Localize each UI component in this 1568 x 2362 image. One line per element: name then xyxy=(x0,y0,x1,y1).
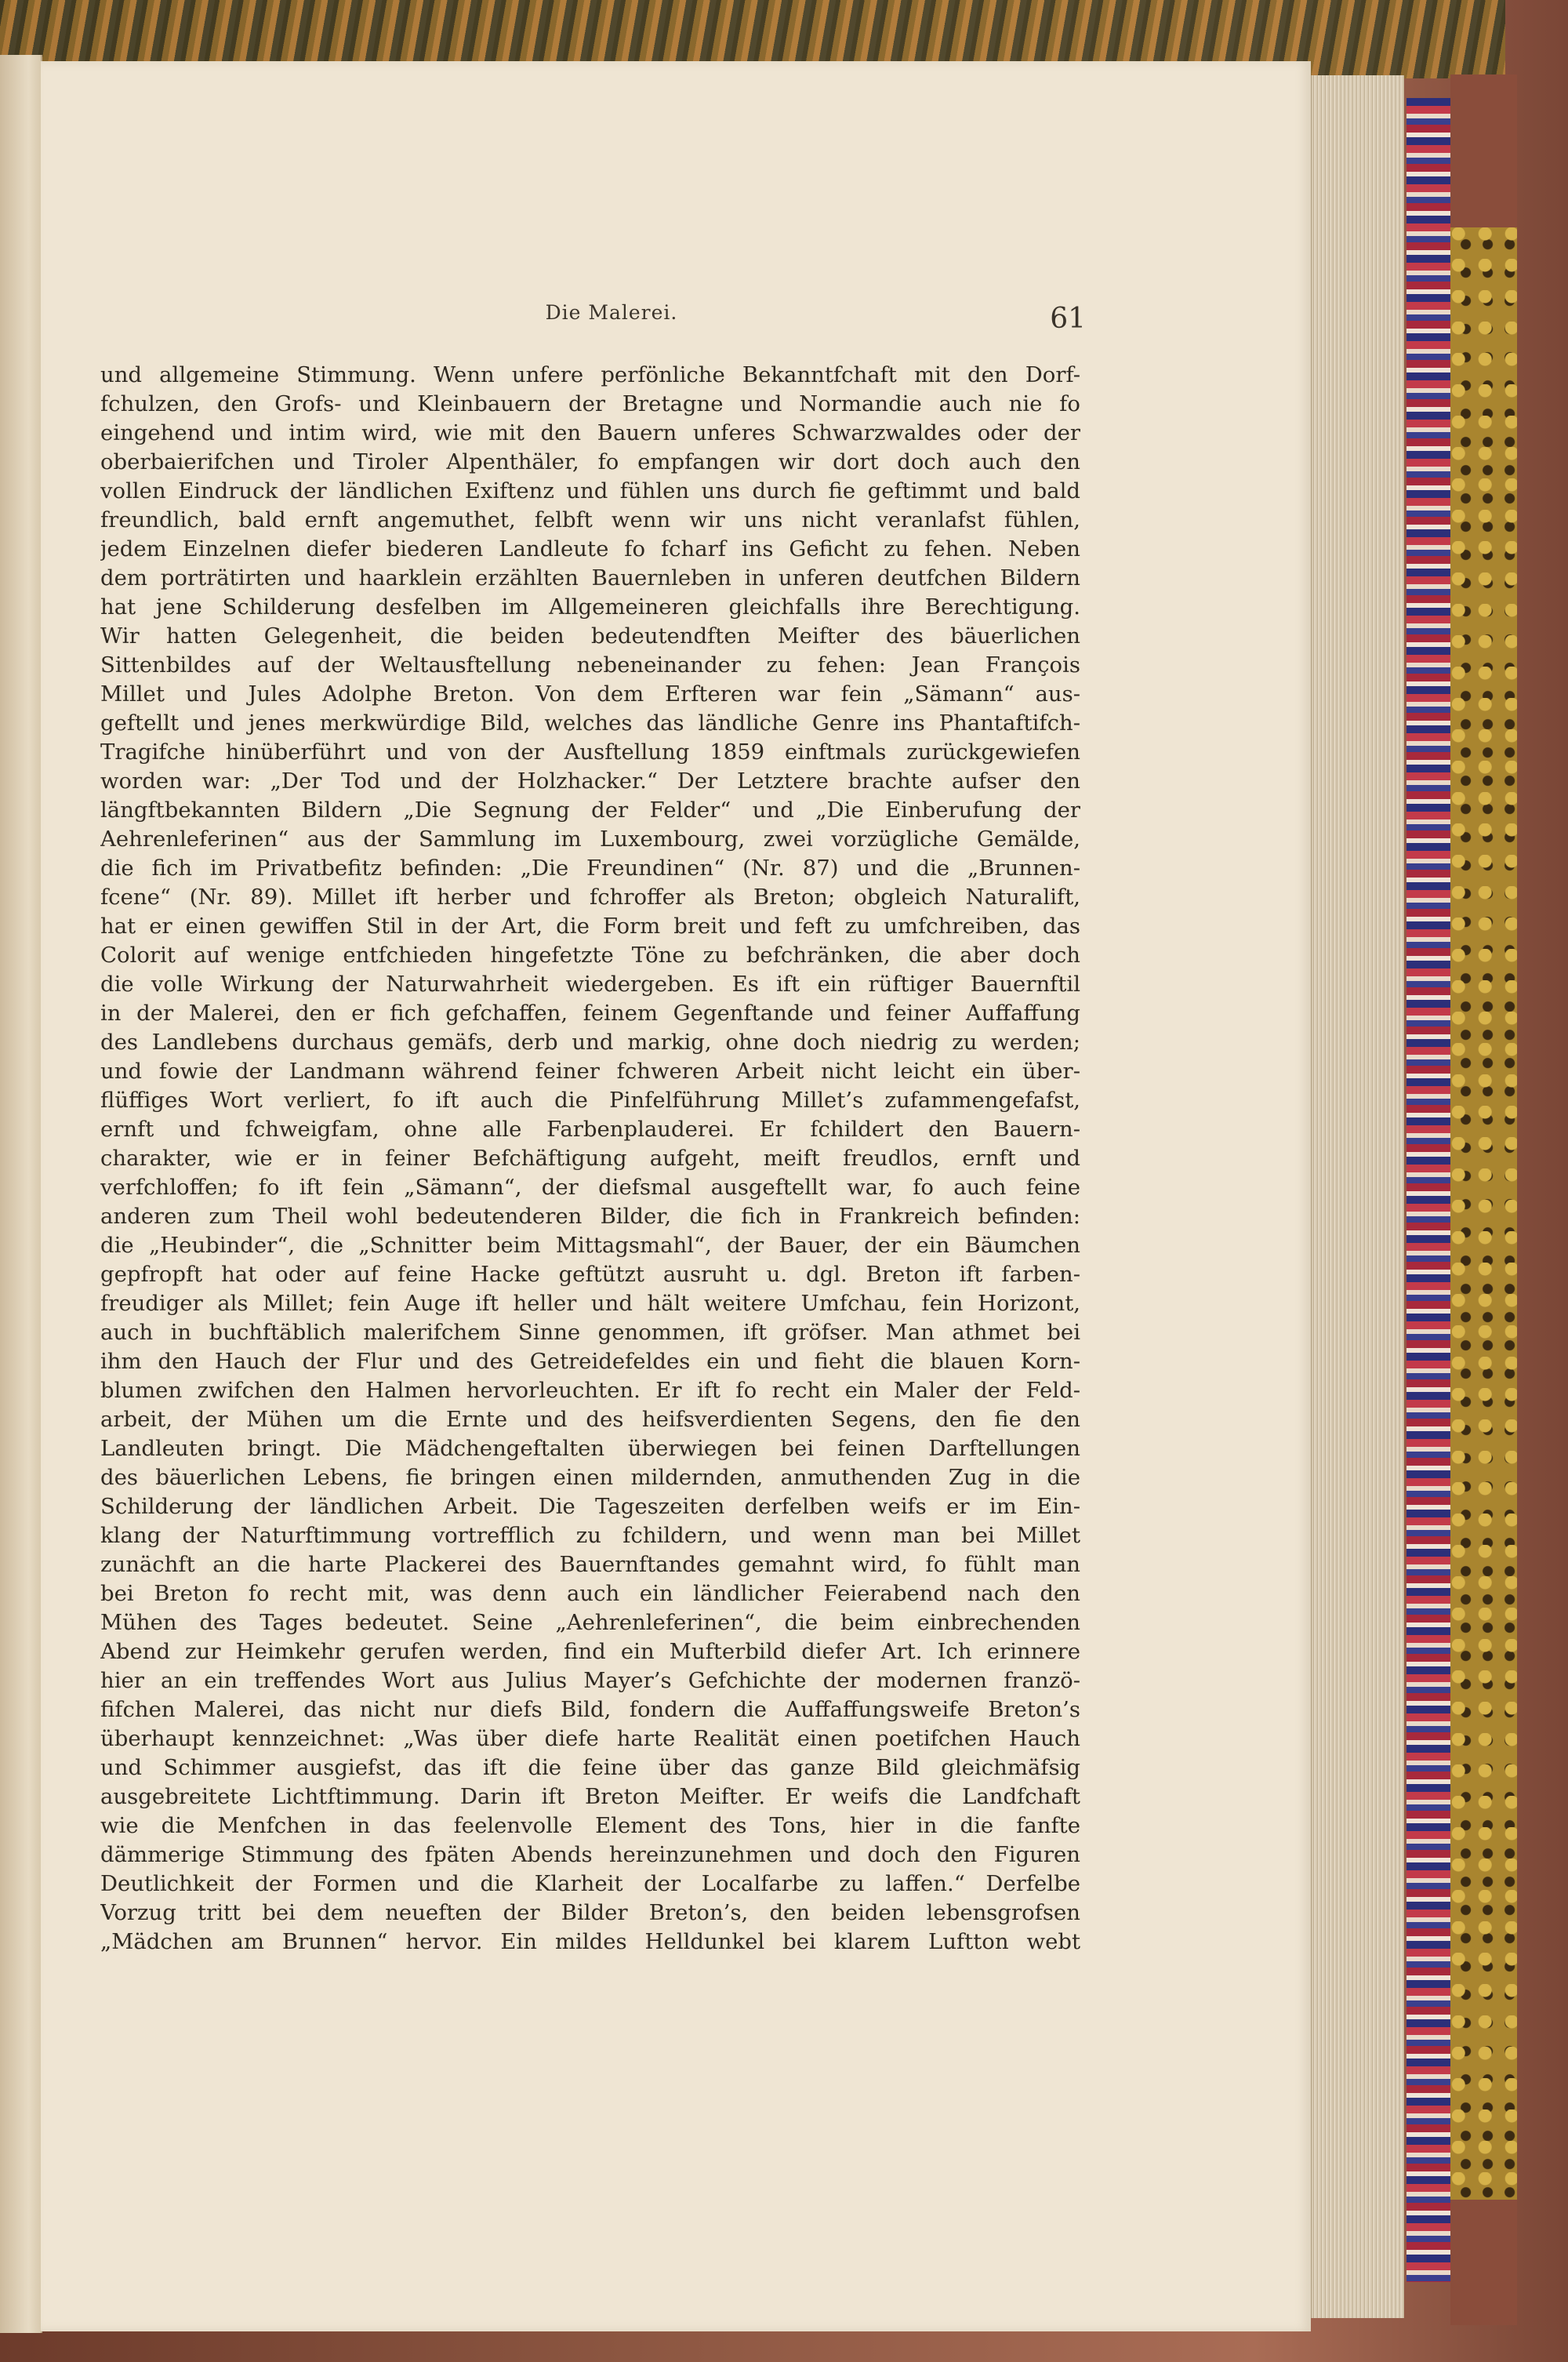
text-line: und Schimmer ausgiefst, das ift die feine über das ganze Bild gleichmäfsig xyxy=(100,1755,1080,1780)
text-line: ausgebreitete Lichtftimmung. Darin ift Breton Meifter. Er weifs die Landfchaft xyxy=(100,1784,1080,1809)
text-line: die „Heubinder“, die „Schnitter beim Mittagsmahl“, der Bauer, der ein Bäumchen xyxy=(100,1233,1080,1258)
text-line: zunächft an die harte Plackerei des Bauernftandes gemahnt wird, fo fühlt man xyxy=(100,1552,1080,1577)
text-line: bei Breton fo recht mit, was denn auch ein ländlicher Feierabend nach den xyxy=(100,1581,1080,1606)
text-line: die volle Wirkung der Naturwahrheit wiedergeben. Es ift ein rüftiger Bauernftil xyxy=(100,972,1080,997)
text-line: Millet und Jules Adolphe Breton. Von dem Erfteren war fein „Sämann“ aus- xyxy=(100,681,1080,707)
text-line: anderen zum Theil wohl bedeutenderen Bilder, die fich in Frankreich befinden: xyxy=(100,1204,1080,1229)
text-line: freundlich, bald ernft angemuthet, felbft wenn wir uns nicht veranlafst fühlen, xyxy=(100,507,1080,532)
text-line: „Mädchen am Brunnen“ hervor. Ein mildes Helldunkel bei klarem Luftton webt xyxy=(100,1929,1080,1954)
text-line: arbeit, der Mühen um die Ernte und des heifsverdienten Segens, den fie den xyxy=(100,1407,1080,1432)
text-line: hat er einen gewiffen Stil in der Art, die Form breit und feft zu umfchreiben, das xyxy=(100,914,1080,939)
text-line: überhaupt kennzeichnet: „Was über diefe harte Realität einen poetifchen Hauch xyxy=(100,1726,1080,1751)
text-line: Colorit auf wenige entfchieden hingefetzte Töne zu befchränken, die aber doch xyxy=(100,943,1080,968)
text-line: hat jene Schilderung desfelben im Allgemeineren gleichfalls ihre Berechtigung. xyxy=(100,594,1080,620)
text-line: Aehrenleferinen“ aus der Sammlung im Luxembourg, zwei vorzügliche Gemälde, xyxy=(100,827,1080,852)
text-line: blumen zwifchen den Halmen hervorleuchten. Er ift fo recht ein Maler der Feld- xyxy=(100,1378,1080,1403)
text-line: dem porträtirten und haarklein erzählten Bauernleben in unferen deutfchen Bildern xyxy=(100,565,1080,590)
text-line: flüffiges Wort verliert, fo ift auch die Pinfelführung Millet’s zufammengefafst, xyxy=(100,1088,1080,1113)
marbled-endpaper xyxy=(1450,227,1517,2204)
facing-page-edge xyxy=(0,55,42,2333)
text-line: des bäuerlichen Lebens, fie bringen einen mildernden, anmuthenden Zug in die xyxy=(100,1465,1080,1490)
text-line: wie die Menfchen in das feelenvolle Element des Tons, hier in die fanfte xyxy=(100,1813,1080,1838)
marbled-fore-edge xyxy=(1406,98,1450,2282)
text-line: geftellt und jenes merkwürdige Bild, welches das ländliche Genre ins Phantaftifch- xyxy=(100,710,1080,736)
text-line: freudiger als Millet; fein Auge ift heller und hält weitere Umfchau, fein Horizont, xyxy=(100,1291,1080,1316)
text-line: Sittenbildes auf der Weltausftellung nebeneinander zu fehen: Jean François xyxy=(100,652,1080,678)
text-line: die fich im Privatbefitz befinden: „Die Freundinen“ (Nr. 87) und die „Brunnen- xyxy=(100,856,1080,881)
text-line: Deutlichkeit der Formen und die Klarheit der Localfarbe zu laffen.“ Derfelbe xyxy=(100,1871,1080,1896)
text-line: Abend zur Heimkehr gerufen werden, find ein Mufterbild diefer Art. Ich erinnere xyxy=(100,1639,1080,1664)
text-line: eingehend und intim wird, wie mit den Bauern unferes Schwarzwaldes oder der xyxy=(100,420,1080,445)
text-line: und allgemeine Stimmung. Wenn unfere perfönliche Bekanntfchaft mit den Dorf- xyxy=(100,362,1080,387)
page-stack-edges xyxy=(1311,75,1404,2318)
text-line: charakter, wie er in feiner Befchäftigung aufgeht, meift freudlos, ernft und xyxy=(100,1146,1080,1171)
text-line: worden war: „Der Tod und der Holzhacker.“ Der Letztere brachte aufser den xyxy=(100,769,1080,794)
text-line: klang der Naturftimmung vortrefflich zu fchildern, und wenn man bei Millet xyxy=(100,1523,1080,1548)
text-line: und fowie der Landmann während feiner fchweren Arbeit nicht leicht ein über- xyxy=(100,1059,1080,1084)
text-line: ihm den Hauch der Flur und des Getreidefeldes ein und fieht die blauen Korn- xyxy=(100,1349,1080,1374)
text-line: fifchen Malerei, das nicht nur diefs Bild, fondern die Auffaffungsweife Breton’s xyxy=(100,1697,1080,1722)
text-line: jedem Einzelnen diefer biederen Landleute fo fcharf ins Geficht zu fehen. Neben xyxy=(100,536,1080,561)
text-line: Tragifche hinüberführt und von der Ausftellung 1859 einftmals zurückgewiefen xyxy=(100,739,1080,765)
text-line: längftbekannten Bildern „Die Segnung der Felder“ und „Die Einberufung der xyxy=(100,798,1080,823)
text-line: des Landlebens durchaus gemäfs, derb und markig, ohne doch niedrig zu werden; xyxy=(100,1030,1080,1055)
text-line: gepfropft hat oder auf feine Hacke geftützt ausruht u. dgl. Breton ift farben- xyxy=(100,1262,1080,1287)
text-line: vollen Eindruck der ländlichen Exiftenz und fühlen uns durch fie geftimmt und bald xyxy=(100,478,1080,503)
cover-board-top xyxy=(1450,74,1517,231)
body-text xyxy=(100,361,1080,1957)
text-line: Mühen des Tages bedeutet. Seine „Aehrenleferinen“, die beim einbrechenden xyxy=(100,1610,1080,1635)
text-line: verfchloffen; fo ift fein „Sämann“, der diefsmal ausgeftellt war, fo auch feine xyxy=(100,1175,1080,1200)
text-line: Schilderung der ländlichen Arbeit. Die Tageszeiten derfelben weifs er im Ein- xyxy=(100,1494,1080,1519)
text-line: fcene“ (Nr. 89). Millet ift herber und fchroffer als Breton; obgleich Naturalift, xyxy=(100,885,1080,910)
text-line: fchulzen, den Grofs- und Kleinbauern der Bretagne und Normandie auch nie fo xyxy=(100,391,1080,416)
text-line: Landleuten bringt. Die Mädchengeftalten überwiegen bei feinen Darftellungen xyxy=(100,1436,1080,1461)
text-line: Wir hatten Gelegenheit, die beiden bedeutendften Meifter des bäuerlichen xyxy=(100,623,1080,649)
cover-board-bottom xyxy=(1450,2200,1517,2325)
text-line: oberbaierifchen und Tiroler Alpenthäler, fo empfangen wir dort doch auch den xyxy=(100,449,1080,474)
running-head: Die Malerei. xyxy=(545,301,678,324)
text-line: ernft und fchweigfam, ohne alle Farbenplauderei. Er fchildert den Bauern- xyxy=(100,1117,1080,1142)
page-number: 61 xyxy=(1050,303,1086,335)
text-line: hier an ein treffendes Wort aus Julius Mayer’s Gefchichte der modernen franzö- xyxy=(100,1668,1080,1693)
text-line: in der Malerei, den er fich gefchaffen, feinem Gegenftande und feiner Auffaffung xyxy=(100,1001,1080,1026)
text-line: Vorzug tritt bei dem neueften der Bilder Breton’s, den beiden lebensgrofsen xyxy=(100,1900,1080,1925)
text-line: dämmerige Stimmung des fpäten Abends hereinzunehmen und doch den Figuren xyxy=(100,1842,1080,1867)
text-line: auch in buchftäblich malerifchem Sinne genommen, ift gröfser. Man athmet bei xyxy=(100,1320,1080,1345)
